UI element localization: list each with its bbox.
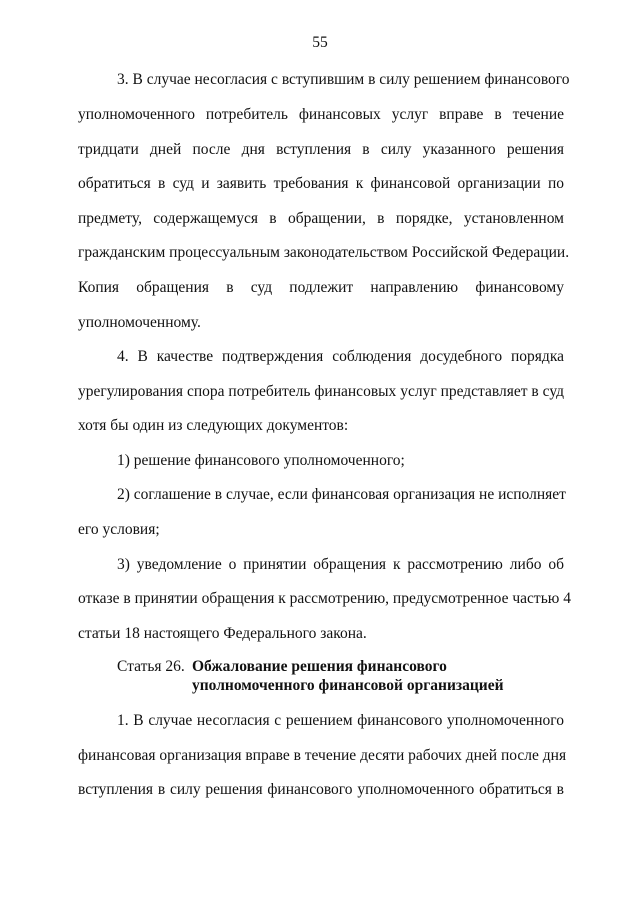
paragraph-line: финансовая организация вправе в течение десяти рабочих дней после дня xyxy=(78,747,567,764)
paragraph-line: Копия обращения в суд подлежит направлению финансовому xyxy=(78,279,564,296)
paragraph-line: уполномоченного потребитель финансовых услуг вправе в течение xyxy=(78,106,564,123)
page-number: 55 xyxy=(312,34,328,51)
list-item-line: 1) решение финансового уполномоченного; xyxy=(117,452,405,469)
article-title-line: уполномоченного финансовой организацией xyxy=(192,677,504,694)
paragraph-line: предмету, содержащемуся в обращении, в порядке, установленном xyxy=(78,210,564,227)
paragraph-line: вступления в силу решения финансового уполномоченного обратиться в xyxy=(78,781,564,798)
paragraph-line: урегулирования спора потребитель финансовых услуг представляет в суд xyxy=(78,383,564,400)
paragraph-line: хотя бы один из следующих документов: xyxy=(78,417,349,434)
paragraph-line: тридцати дней после дня вступления в силу указанного решения xyxy=(78,141,564,158)
paragraph-line: 3. В случае несогласия с вступившим в силу решением финансового xyxy=(117,71,570,88)
article-title xyxy=(192,657,522,695)
paragraph-line: 4. В качестве подтверждения соблюдения досудебного порядка xyxy=(117,348,564,365)
paragraph-line: 1. В случае несогласия с решением финансового уполномоченного xyxy=(117,712,564,729)
paragraph-line: уполномоченному. xyxy=(78,314,201,331)
paragraph-line: обратиться в суд и заявить требования к финансовой организации по xyxy=(78,175,564,192)
list-item-line: отказе в принятии обращения к рассмотрению, предусмотренное частью 4 xyxy=(78,590,571,607)
article-label: Статья 26. xyxy=(117,658,185,675)
paragraph-line: гражданским процессуальным законодательством Российской Федерации. xyxy=(78,244,570,261)
list-item-line: его условия; xyxy=(78,521,160,538)
list-item-line: 2) соглашение в случае, если финансовая организация не исполняет xyxy=(117,486,566,503)
list-item-line: статьи 18 настоящего Федерального закона. xyxy=(78,625,367,642)
article-title-line: Обжалование решения финансового xyxy=(192,658,447,675)
list-item-line: 3) уведомление о принятии обращения к рассмотрению либо об xyxy=(117,556,564,573)
